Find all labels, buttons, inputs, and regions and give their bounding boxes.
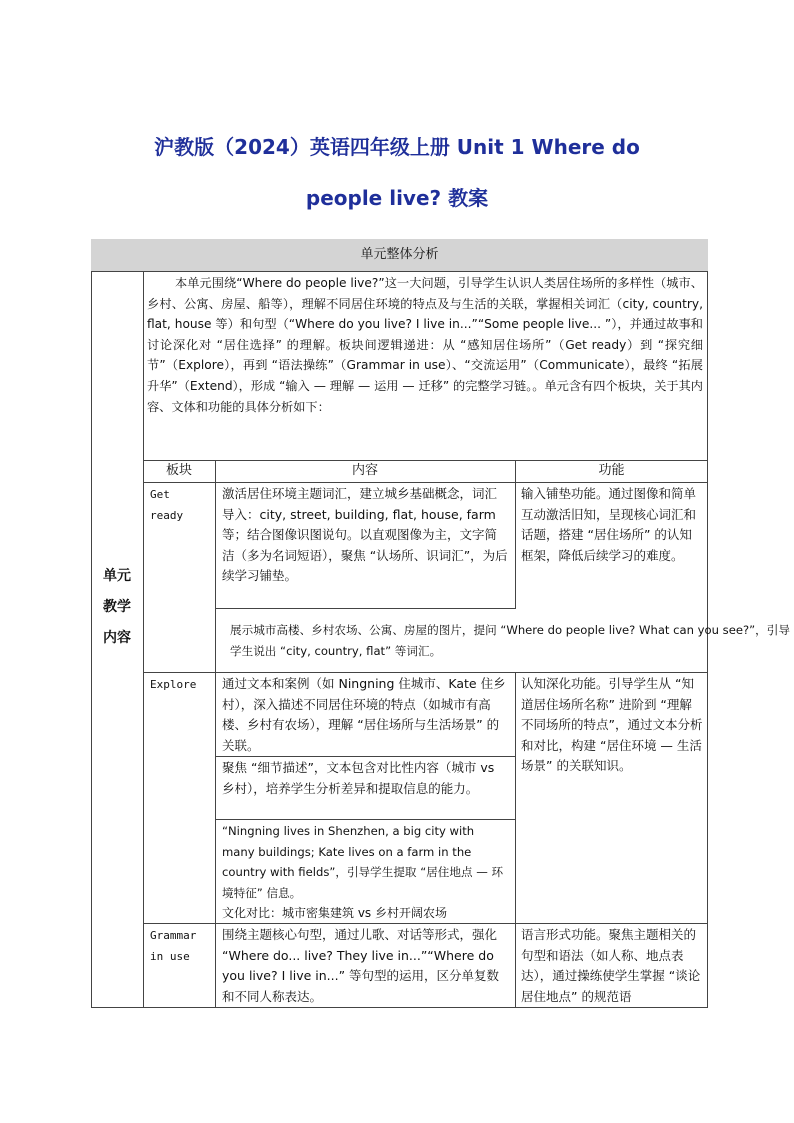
module-label-line: Get: [150, 488, 170, 501]
analysis-table: [91, 239, 790, 1008]
row-divider: [143, 482, 708, 483]
side-heading-line: 教学: [103, 599, 131, 615]
intro-text: 本单元围绕“Where do people live?”这一大问题，引导学生认识人类居住场所的多样性（城市、乡村、公寓、房屋、船等），理解不同居住环境的特点及与生活的关联，掌握相关词汇（city, country, flat, house 等）和句型（“Where do you live? I live in...”“Some people live... ”），并通过故事和讨论深化对 “居住选择” 的理解。板块间逻辑递进：从 “感知居住场所”（Get ready）到 “探究细节”（Explore），再到 “语法操练”（Grammar in use）、“交流运用”（Communicate），最终 “拓展升华”（Extend），形成 “输入 — 理解 — 运用 — 迁移” 的完整学习链。。单元含有四个板块，关于其内容、文体和功能的具体分析如下：: [147, 276, 703, 414]
module-label-line: in use: [150, 950, 190, 963]
explore-function: 认知深化功能。引导学生从 “知道居住场所名称” 进阶到 “理解不同场所的特点”，通过文本分析和对比，构建 “居住环境 — 生活场景” 的关联知识。: [521, 676, 703, 774]
explore-content: 通过文本和案例（如 Ningning 住城市、Kate 住乡村），深入描述不同居住环境的特点（如城市有高楼、乡村有农场），理解 “居住场所与生活场景” 的关联。: [222, 676, 506, 753]
document-title-line-1: 沪教版（2024）英语四年级上册 Unit 1 Where do: [154, 135, 640, 159]
column-divider: [215, 460, 216, 1008]
row-divider: [143, 672, 708, 673]
explore-example: “Ningning lives in Shenzhen, a big city with many buildings; Kate lives on a farm in the country with fields”，引导学生提取 “居住地点 — 环境特征” 信息。: [222, 824, 504, 900]
side-heading: [91, 561, 143, 654]
column-header-module: 板块: [165, 463, 192, 478]
grammar-content: 围绕主题核心句型，通过儿歌、对话等形式，强化 “Where do... live? They live in...”“Where do you live? I live in...” 等句型的运用，区分单复数和不同人称表达。: [222, 927, 500, 1004]
module-label-explore: [150, 674, 196, 695]
grammar-function: 语言形式功能。聚焦主题相关的句型和语法（如人称、地点表达），通过操练使学生掌握 “谈论居住地点” 的规范语: [521, 927, 701, 1004]
unit-intro-paragraph: [147, 273, 703, 417]
get-ready-content: 激活居住环境主题词汇，建立城乡基础概念，词汇导入：city, street, building, flat, house, farm 等；结合图像识图说句。以直观图像为主，文字简洁（多为名词短语），聚焦 “认场所、识词汇”，为后续学习铺垫。: [222, 486, 508, 584]
module-label-line: Explore: [150, 678, 197, 691]
table-header: 单元整体分析: [91, 239, 708, 272]
row-divider: [215, 608, 516, 609]
column-divider: [143, 271, 144, 1008]
get-ready-function: 输入铺垫功能。通过图像和简单互动激活旧知，呈现核心词汇和话题，搭建 “居住场所” 的认知框架，降低后续学习的难度。: [521, 486, 697, 563]
column-divider: [515, 672, 516, 1008]
column-header-content: 内容: [351, 463, 378, 478]
module-label-get-ready: [150, 484, 183, 526]
module-label-line: ready: [150, 509, 184, 522]
side-heading-line: 单元: [103, 568, 131, 584]
explore-focus: 聚焦 “细节描述”，文本包含对比性内容（城市 vs 乡村），培养学生分析差异和提取信息的能力。: [222, 760, 495, 796]
module-label-grammar: [150, 925, 196, 967]
document-title-line-2: people live? 教案: [305, 186, 489, 210]
explore-culture-note: 文化对比：城市密集建筑 vs 乡村开阔农场: [222, 906, 447, 920]
get-ready-activity: 展示城市高楼、乡村农场、公寓、房屋的图片，提问 “Where do people live? What can you see?”，引导学生说出 “city, country, flat” 等词汇。: [230, 623, 790, 658]
column-header-function: 功能: [598, 463, 625, 478]
module-label-line: Grammar: [150, 929, 197, 942]
side-heading-line: 内容: [103, 630, 131, 646]
column-divider: [515, 460, 516, 608]
row-divider: [215, 819, 516, 820]
row-divider: [143, 923, 708, 924]
